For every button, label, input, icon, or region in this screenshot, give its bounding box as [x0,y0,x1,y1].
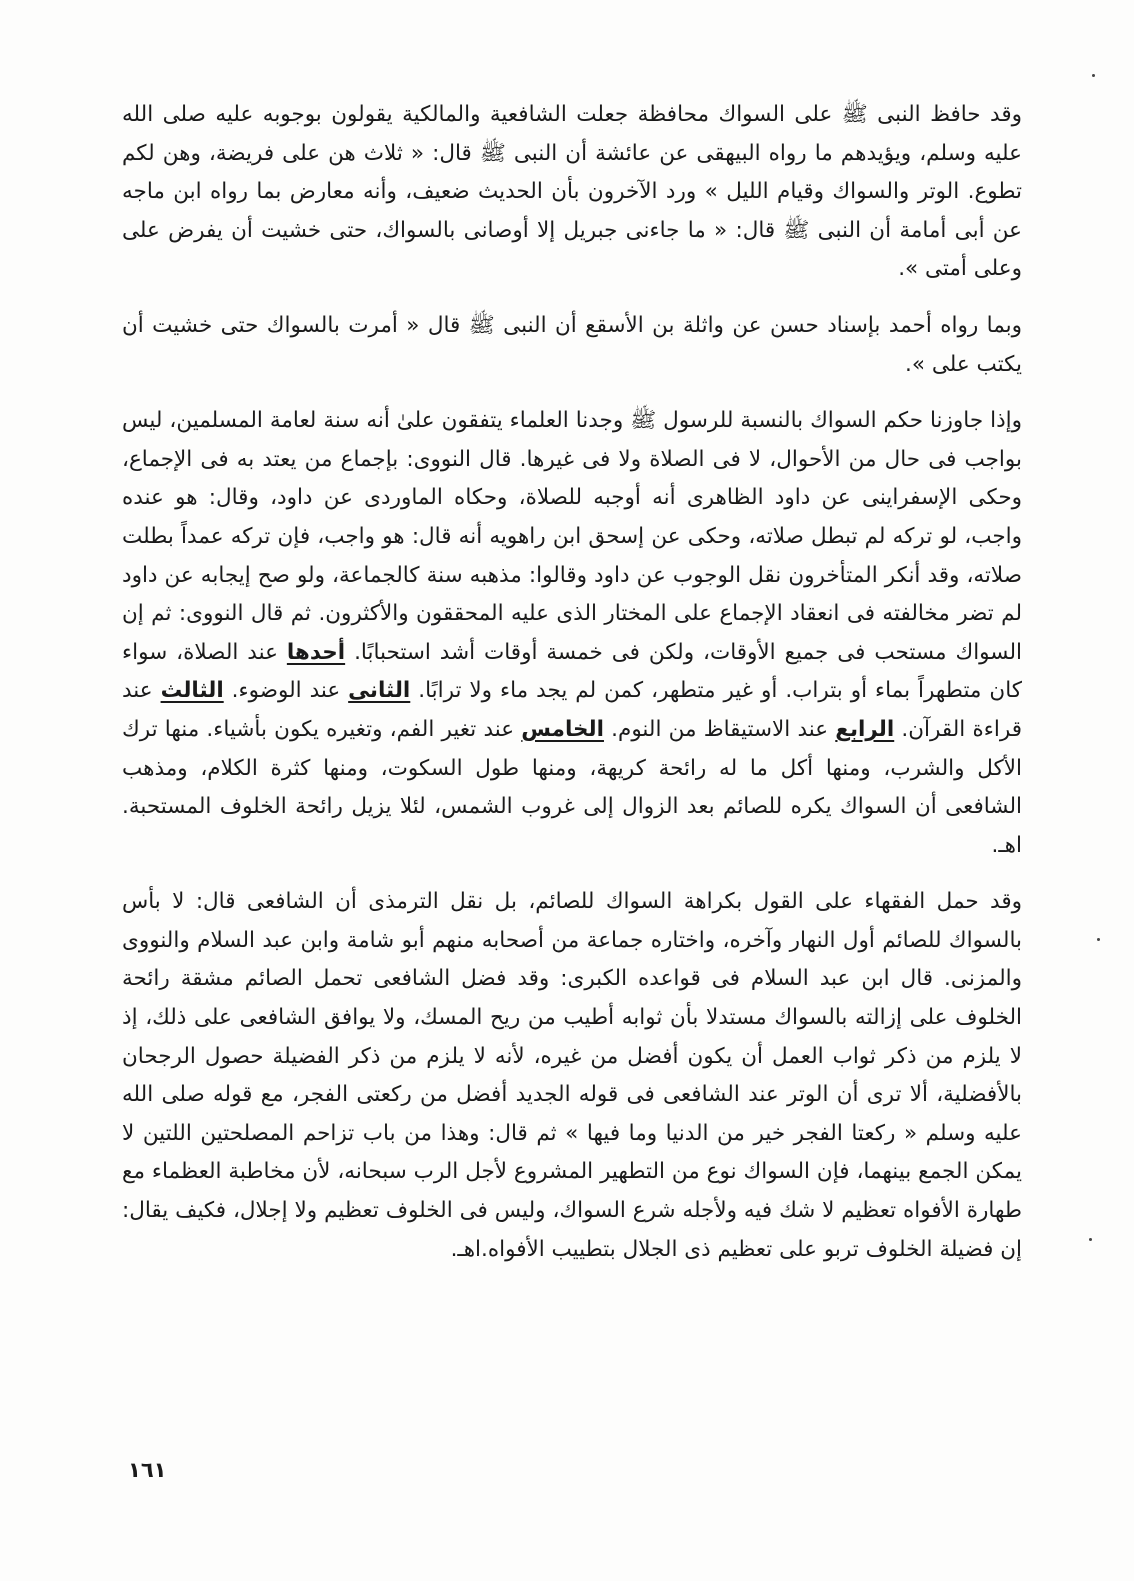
paragraph-1 [122,96,1022,289]
paragraph-text: عند الصلاة، سواء كان متطهراً بماء أو بتراب. أو غير متطهر، كمن لم يجد ماء ولا ترابًا. [122,639,1022,704]
paragraph-text: عند تغير الفم، وتغيره يكون بأشياء. منها ترك الأكل والشرب، ومنها أكل ما له رائحة كريهة، ومنها طول السكوت، ومنها كثرة الكلام، ومذهب الشافعى أن السواك يكره للصائم بعد الزوال إلى غروب الشمس، لئلا يزيل رائحة الخلوف المستحبة. اهـ. [122,716,1022,858]
paragraph-3 [122,402,1022,865]
paragraph-text: عند قراءة القرآن. [122,678,1022,742]
keyword-fifth: الخامس [521,716,604,742]
paragraph-4 [122,883,1022,1269]
paragraph-text: وإذا جاوزنا حكم السواك بالنسبة للرسول ﷺ وجدنا العلماء يتفقون علىٰ أنه سنة لعامة المسلمين، ليس بواجب فى حال من الأحوال، لا فى الصلاة ولا فى غيرها. قال النووى: بإجماع من يعتد به فى الإجماع، وحكى الإسفراينى عن داود الظاهرى أنه أوجبه للصلاة، وحكاه الماوردى عن داود، وقال: هو عنده واجب، لو تركه لم تبطل صلاته، وحكى عن إسحق ابن راهويه أنه قال: هو واجب، فإن تركه عمداً بطلت صلاته، وقد أنكر المتأخرون نقل الوجوب عن داود وقالوا: مذهبه سنة كالجماعة، ولو صح إيجابه عن داود لم تضر مخالفته فى انعقاد الإجماع على المختار الذى عليه المحققون والأكثرون. ثم قال النووى: ثم إن السواك مستحب فى جميع الأوقات، ولكن فى خمسة أوقات أشد استحبابًا. [122,408,1022,665]
paragraph-text: عند الوضوء. [223,678,349,704]
keyword-second: الثانى [348,678,411,704]
body-text [122,96,1022,1287]
scan-speck [1097,938,1100,941]
paragraph-text: وقد حمل الفقهاء على القول بكراهة السواك للصائم، بل نقل الترمذى أن الشافعى قال: لا بأس بالسواك للصائم أول النهار وآخره، واختاره جماعة من أصحابه منهم أبو شامة وابن عبد السلام والنووى والمزنى. قال ابن عبد السلام فى قواعده الكبرى: وقد فضل الشافعى تحمل الصائم مشقة رائحة الخلوف على إزالته بالسواك مستدلا بأن ثوابه أطيب من ريح المسك، ولا يوافق الشافعى على ذلك، إذ لا يلزم من ذكر ثواب العمل أن يكون أفضل من غيره، لأنه لا يلزم من ذكر الفضيلة حصول الرجحان بالأفضلية، ألا ترى أن الوتر عند الشافعى فى قوله الجديد أفضل من ركعتى الفجر، مع قوله صلى الله عليه وسلم « ركعتا الفجر خير من الدنيا وما فيها » ثم قال: وهذا من باب تزاحم المصلحتين اللتين لا يمكن الجمع بينهما، فإن السواك نوع من التطهير المشروع لأجل الرب سبحانه، لأن مخاطبة العظماء مع طهارة الأفواه تعظيم لا شك فيه ولأجله شرع السواك، وليس فى الخلوف تعظيم ولا إجلال، فكيف يقال: إن فضيلة الخلوف تربو على تعظيم ذى الجلال بتطييب الأفواه.اهـ. [122,889,1022,1262]
paragraph-text: وقد حافظ النبى ﷺ على السواك محافظة جعلت الشافعية والمالكية يقولون بوجوبه عليه صلى الله عليه وسلم، ويؤيدهم ما رواه البيهقى عن عائشة أن النبى ﷺ قال: « ثلاث هن على فريضة، وهن لكم تطوع. الوتر والسواك وقيام الليل » ورد الآخرون بأن الحديث ضعيف، وأنه معارض بما رواه ابن ماجه عن أبى أمامة أن النبى ﷺ قال: « ما جاءنى جبريل إلا أوصانى بالسواك، حتى خشيت أن يفرض على وعلى أمتى ». [122,102,1022,282]
keyword-third: الثالث [160,678,224,704]
keyword-first: أحدها [286,639,346,665]
paragraph-text: عند الاستيقاظ من النوم. [603,716,836,742]
keyword-fourth: الرابع [835,716,895,742]
scan-speck [1092,74,1095,77]
paragraph-2 [122,307,1022,384]
page-number: ١٦١ [128,1458,167,1482]
paragraph-text: وبما رواه أحمد بإسناد حسن عن واثلة بن الأسقع أن النبى ﷺ قال « أمرت بالسواك حتى خشيت أن يكتب على ». [122,312,1022,377]
scan-speck [1089,1238,1092,1241]
